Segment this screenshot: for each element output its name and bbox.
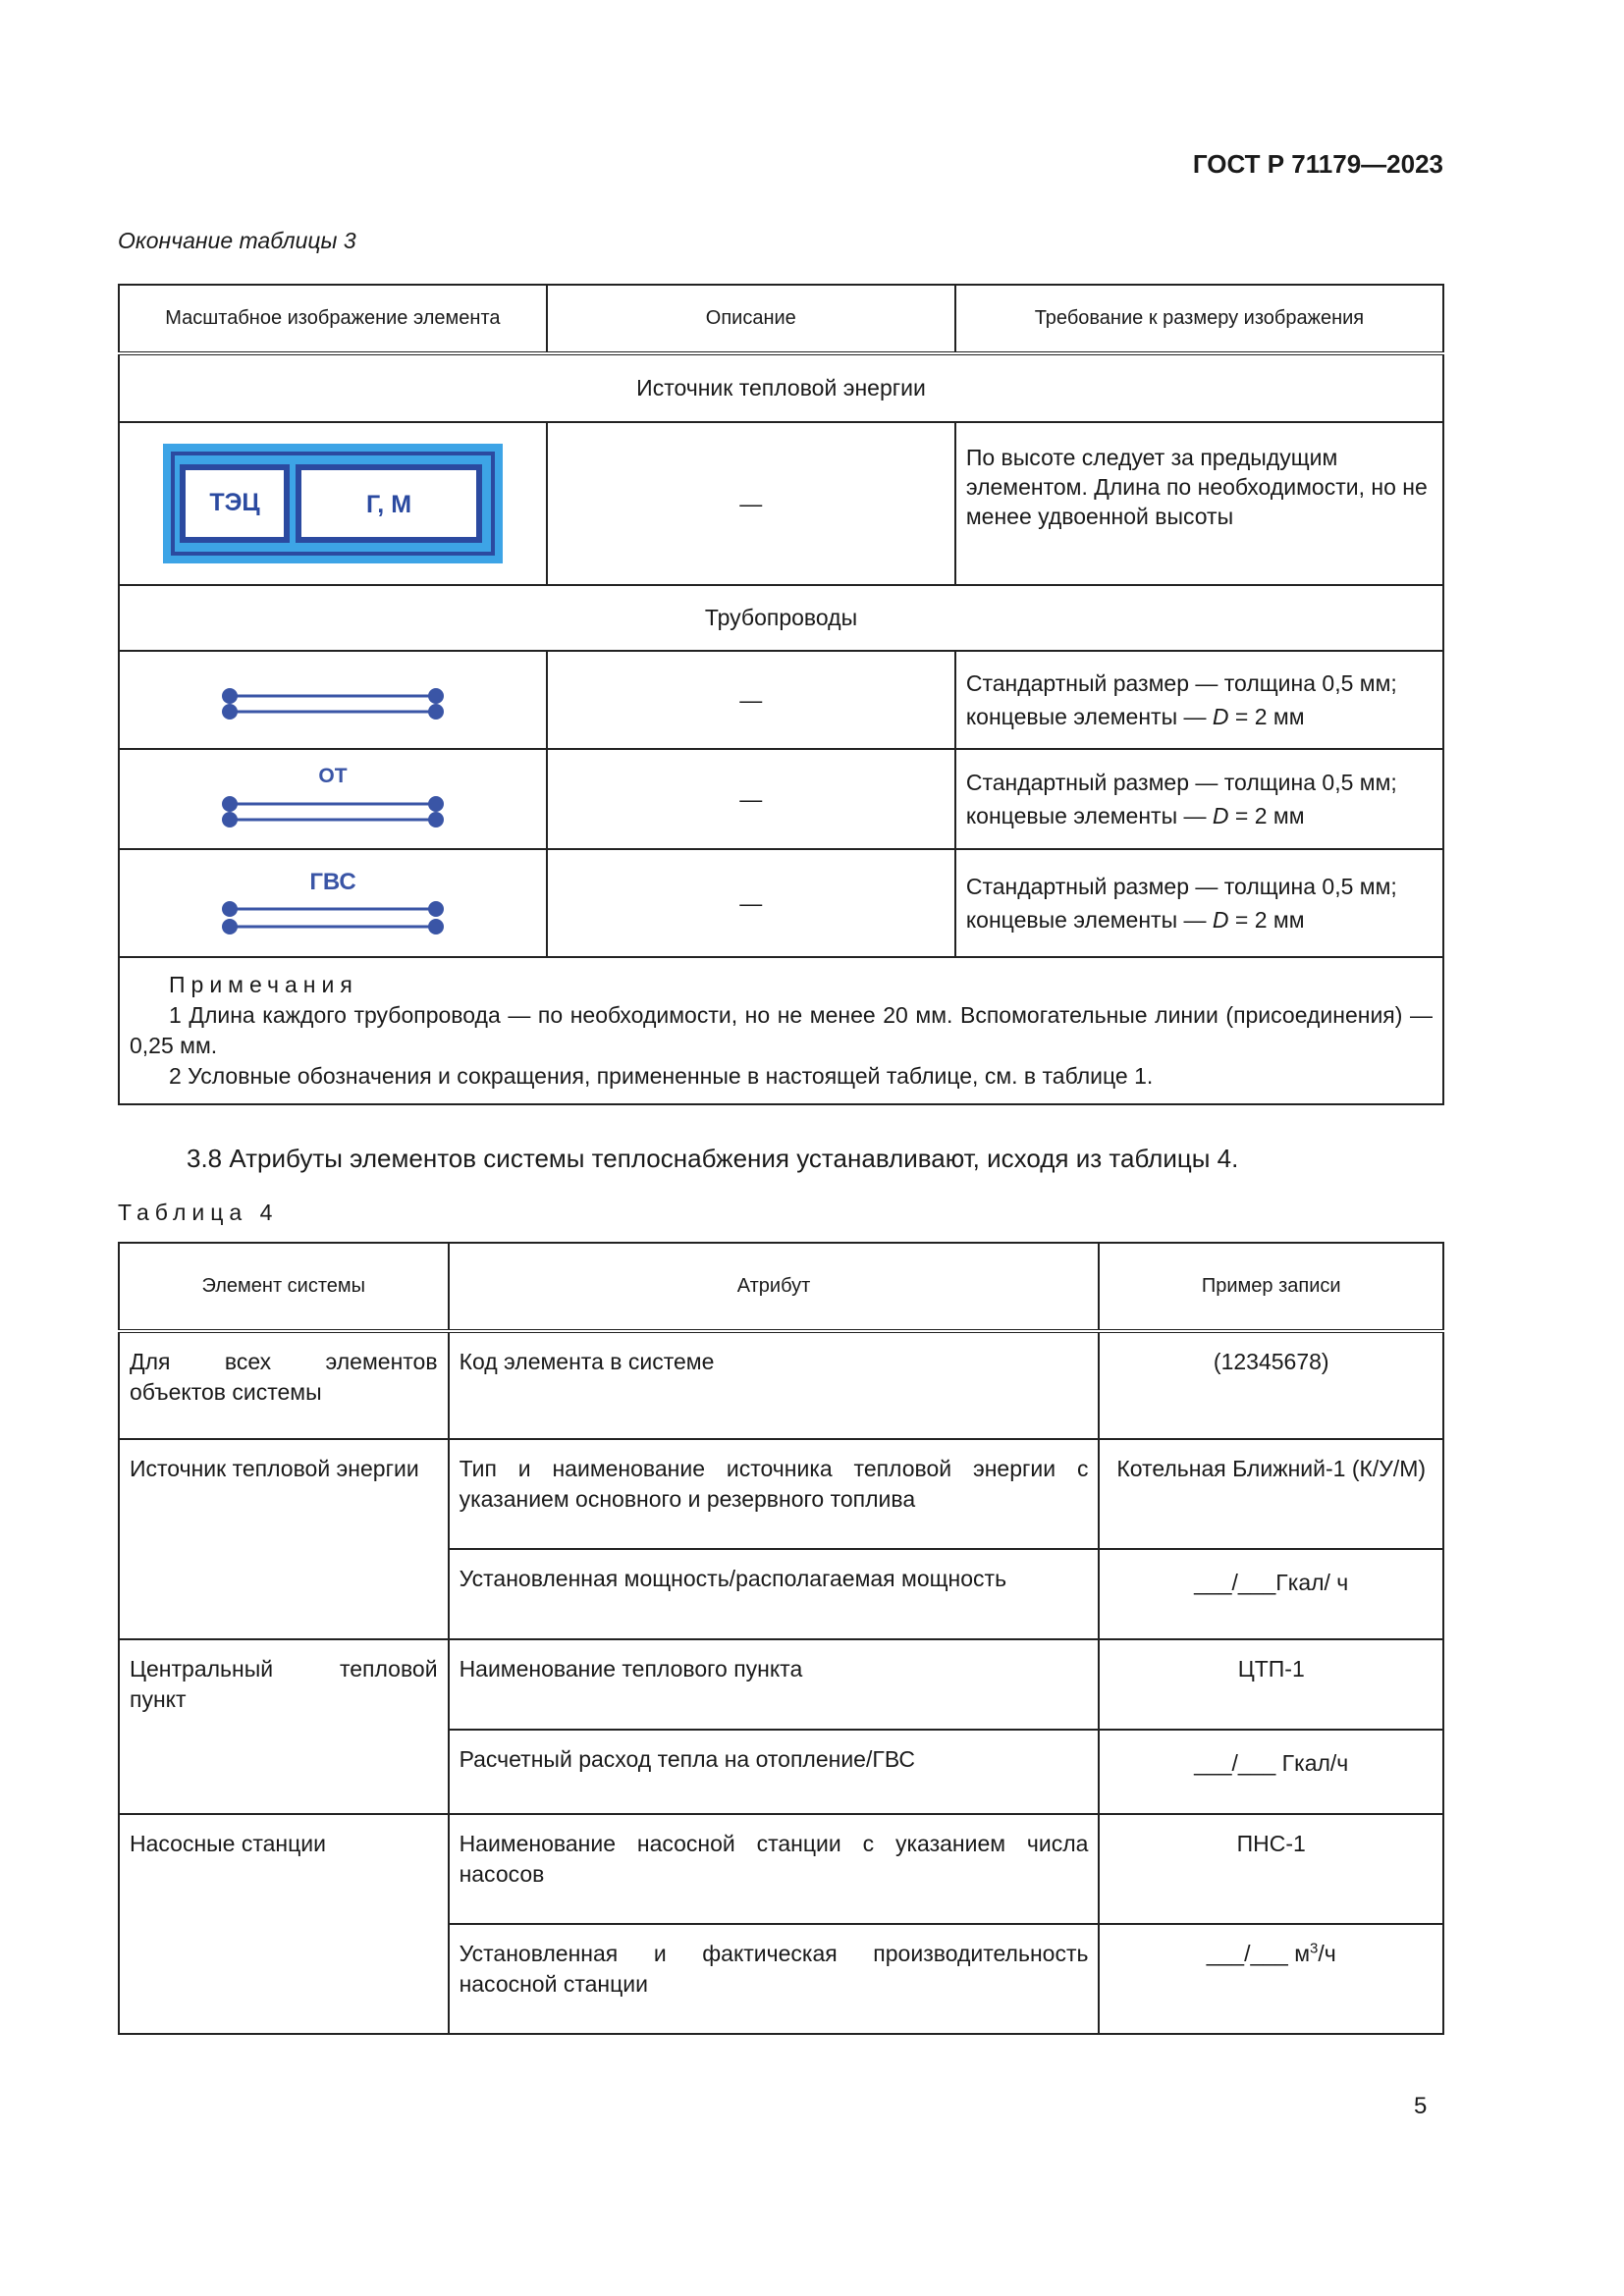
table-row [119,422,1443,585]
section-row [119,585,1443,651]
pipe-symbol [215,670,451,729]
requirement-line: Стандартный размер — толщина 0,5 мм; [965,874,1397,899]
table-row [119,749,1443,849]
table4-header-row [119,1243,1443,1331]
requirement-line: концевые элементы — D = 2 мм [965,704,1305,729]
requirement-line: Стандартный размер — толщина 0,5 мм; [965,770,1397,795]
example-cell: ___/___Гкал/ ч [1099,1549,1443,1639]
pipe-symbol-gvs [215,862,451,944]
table-row [119,849,1443,957]
requirement-line: концевые элементы — D = 2 мм [965,803,1305,828]
attribute-cell: Установленная мощность/располагаемая мощность [449,1549,1100,1639]
attribute-cell: Наименование теплового пункта [449,1639,1100,1730]
requirement-cell [955,849,1443,957]
symbol-right-label: Г, М [365,491,411,518]
section-row [119,353,1443,422]
table-row [119,1439,1443,1549]
pipe-symbol-ot [215,761,451,837]
description-cell: — [547,422,955,585]
description-cell: — [547,749,955,849]
attribute-cell: Наименование насосной станции с указанием числа насосов [449,1814,1100,1924]
table-3 [118,284,1444,1105]
pipe-end-node [222,901,238,917]
table-row [119,1814,1443,1924]
pipe-end-node [222,688,238,704]
pipe-end-node [222,919,238,934]
table-4 [118,1242,1444,2035]
element-cell: Насосные станции [119,1814,449,2034]
paragraph-3-8: 3.8 Атрибуты элементов системы теплоснабжения устанавливают, исходя из таблицы 4. [187,1144,1239,1173]
pipe-symbol-cell [119,651,547,749]
attribute-cell: Расчетный расход тепла на отопление/ГВС [449,1730,1100,1814]
attribute-cell: Тип и наименование источника тепловой энергии с указанием основного и резервного топлива [449,1439,1100,1549]
attribute-cell: Код элемента в системе [449,1331,1100,1439]
document-code: ГОСТ Р 71179—2023 [1192,149,1443,179]
description-cell: — [547,651,955,749]
pipe-end-node [428,688,444,704]
pipe-end-node [428,919,444,934]
notes-row [119,957,1443,1104]
requirement-cell [955,651,1443,749]
example-cell: ПНС-1 [1099,1814,1443,1924]
requirement-cell: По высоте следует за предыдущим элементом. Длина по необходимости, но не менее удвоенной высоты [955,422,1443,585]
pipe-end-node [222,812,238,828]
column-header: Масштабное изображение элемента [119,285,547,353]
note-item: 1 Длина каждого трубопровода — по необходимости, но не менее 20 мм. Вспомогательные линии (присоединения) — 0,25 мм. [130,1002,1433,1058]
element-cell: Центральный тепловой пункт [119,1639,449,1814]
heat-source-symbol-cell [119,422,547,585]
table3-notes [119,957,1443,1104]
section-pipes: Трубопроводы [119,585,1443,651]
column-header: Атрибут [449,1243,1100,1331]
pipe-label: ГВС [309,869,356,895]
note-item: 2 Условные обозначения и сокращения, примененные в настоящей таблице, см. в таблице 1. [169,1063,1154,1089]
requirement-cell [955,749,1443,849]
column-header: Требование к размеру изображения [955,285,1443,353]
table4-caption: Таблица 4 [118,1200,279,1225]
pipe-label: ОТ [318,765,348,787]
pipe-end-node [428,901,444,917]
heat-source-symbol [163,444,503,563]
page-number: 5 [1414,2093,1428,2119]
example-cell: (12345678) [1099,1331,1443,1439]
symbol-left-label: ТЭЦ [209,489,260,516]
requirement-line: концевые элементы — D = 2 мм [965,907,1305,933]
column-header: Пример записи [1099,1243,1443,1331]
pipe-symbol-cell [119,849,547,957]
element-cell: Для всех элементов объектов системы [119,1331,449,1439]
example-cell: ___/___ $м^3/ч$ [1099,1924,1443,2034]
table-row [119,1331,1443,1439]
attribute-cell: Установленная и фактическая производительность насосной станции [449,1924,1100,2034]
table3-caption: Окончание таблицы 3 [118,228,356,253]
element-cell: Источник тепловой энергии [119,1439,449,1639]
table-row [119,651,1443,749]
pipe-symbol-cell [119,749,547,849]
example-cell: Котельная Ближний-1 (К/У/М) [1099,1439,1443,1549]
pipe-end-node [428,812,444,828]
table-row [119,1639,1443,1730]
notes-title: Примечания [169,972,358,997]
pipe-end-node [222,704,238,720]
table3-header-row [119,285,1443,353]
requirement-line: Стандартный размер — толщина 0,5 мм; [965,670,1397,696]
column-header: Элемент системы [119,1243,449,1331]
section-heat-source: Источник тепловой энергии [119,353,1443,422]
pipe-end-node [428,704,444,720]
pipe-end-node [222,796,238,812]
pipe-end-node [428,796,444,812]
column-header: Описание [547,285,955,353]
description-cell: — [547,849,955,957]
example-cell: ЦТП-1 [1099,1639,1443,1730]
example-cell: ___/___ Гкал/ч [1099,1730,1443,1814]
